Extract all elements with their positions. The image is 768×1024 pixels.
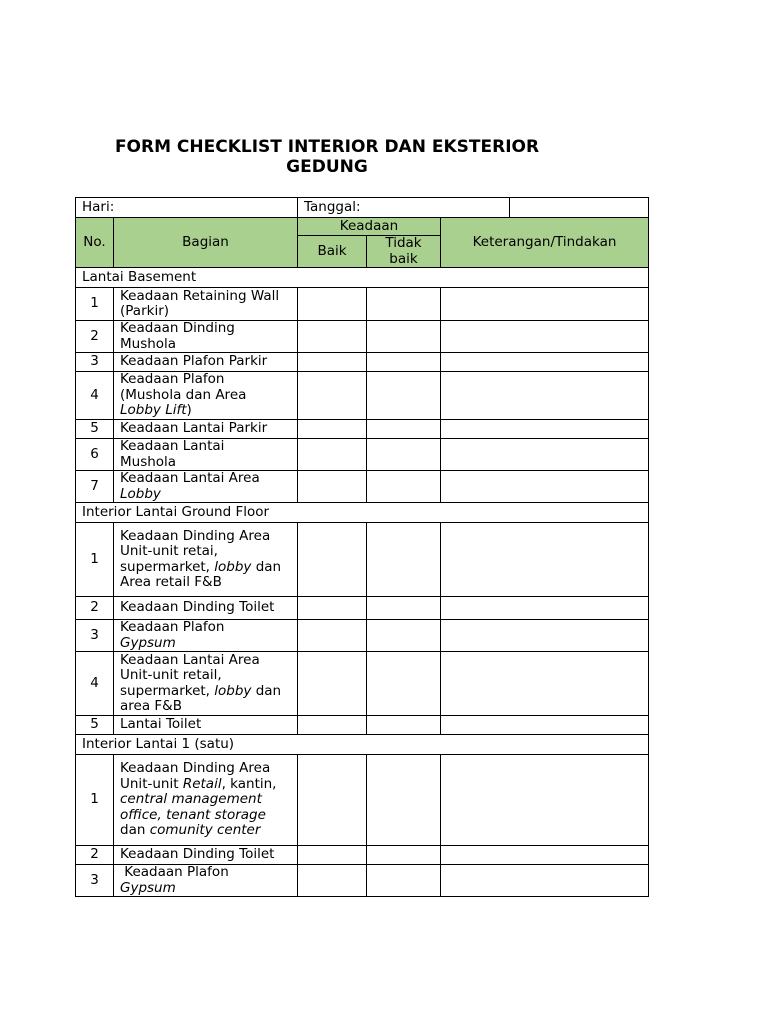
baik-cell[interactable] <box>298 288 367 321</box>
bagian-line: Keadaan Dinding Area <box>120 760 271 777</box>
keterangan-cell[interactable] <box>441 420 649 439</box>
baik-cell[interactable] <box>298 353 367 372</box>
table-row <box>76 865 649 897</box>
keterangan-cell[interactable] <box>441 471 649 503</box>
baik-cell[interactable] <box>298 652 367 716</box>
tidak-baik-cell[interactable] <box>367 439 441 471</box>
bagian-cell <box>114 620 298 652</box>
section-row <box>76 268 649 288</box>
bagian-cell <box>114 755 298 846</box>
baik-cell[interactable] <box>298 865 367 897</box>
table-row <box>76 846 649 865</box>
section-title: Lantai Basement <box>76 268 649 288</box>
tidak-baik-cell[interactable] <box>367 372 441 420</box>
baik-cell[interactable] <box>298 420 367 439</box>
bagian-cell <box>114 420 298 439</box>
checklist-body <box>76 268 649 897</box>
bagian-line: Mushola <box>120 335 177 352</box>
keterangan-cell[interactable] <box>441 288 649 321</box>
checklist-table <box>75 197 649 897</box>
tidak-baik-cell[interactable] <box>367 288 441 321</box>
row-number: 3 <box>76 620 114 652</box>
keterangan-cell[interactable] <box>441 321 649 353</box>
bagian-line: supermarket, lobby dan <box>120 558 282 575</box>
row-number: 5 <box>76 420 114 439</box>
tidak-baik-cell[interactable] <box>367 620 441 652</box>
bagian-cell <box>114 353 298 372</box>
table-row <box>76 288 649 321</box>
table-row <box>76 372 649 420</box>
keterangan-cell[interactable] <box>441 846 649 865</box>
bagian-header: Bagian <box>114 218 298 268</box>
bagian-line: Keadaan Dinding Toilet <box>120 846 275 863</box>
bagian-line: (Mushola dan Area <box>120 386 247 403</box>
bagian-line: dan comunity center <box>120 822 261 839</box>
baik-cell[interactable] <box>298 620 367 652</box>
baik-cell[interactable] <box>298 321 367 353</box>
keterangan-cell[interactable] <box>441 755 649 846</box>
section-title: Interior Lantai 1 (satu) <box>76 735 649 755</box>
tidak-baik-cell[interactable] <box>367 597 441 620</box>
baik-cell[interactable] <box>298 439 367 471</box>
baik-cell[interactable] <box>298 523 367 597</box>
bagian-cell <box>114 865 298 897</box>
baik-cell[interactable] <box>298 597 367 620</box>
bagian-line: Lobby Lift) <box>120 402 192 419</box>
table-row <box>76 620 649 652</box>
table-row <box>76 439 649 471</box>
row-number: 2 <box>76 846 114 865</box>
tidak-baik-cell[interactable] <box>367 471 441 503</box>
tidak-baik-cell[interactable] <box>367 321 441 353</box>
bagian-line: Keadaan Plafon <box>120 619 225 635</box>
bagian-line: Keadaan Dinding Toilet <box>120 599 275 616</box>
bagian-line: Gypsum <box>120 879 176 896</box>
title-line-2: GEDUNG <box>286 157 368 177</box>
date-row <box>76 198 649 218</box>
tidak-baik-line-2: baik <box>389 250 418 267</box>
bagian-line: Gypsum <box>120 634 176 651</box>
row-number: 3 <box>76 865 114 897</box>
bagian-line: Unit-unit retail, <box>120 667 222 683</box>
keadaan-header: Keadaan <box>298 218 441 236</box>
bagian-line: Unit-unit Retail, kantin, <box>120 775 277 792</box>
table-row <box>76 471 649 503</box>
table-row <box>76 523 649 597</box>
row-number: 4 <box>76 372 114 420</box>
section-row <box>76 503 649 523</box>
row-number: 1 <box>76 288 114 321</box>
bagian-line: Keadaan Lantai Area <box>120 470 260 486</box>
keterangan-cell[interactable] <box>441 523 649 597</box>
bagian-line: area F&B <box>120 698 182 714</box>
bagian-cell <box>114 471 298 503</box>
bagian-cell <box>114 321 298 353</box>
tidak-baik-cell[interactable] <box>367 652 441 716</box>
keterangan-cell[interactable] <box>441 652 649 716</box>
keterangan-cell[interactable] <box>441 716 649 735</box>
table-row <box>76 597 649 620</box>
bagian-line: Area retail F&B <box>120 574 222 590</box>
row-number: 5 <box>76 716 114 735</box>
bagian-line: Keadaan Plafon <box>120 371 225 388</box>
tidak-baik-cell[interactable] <box>367 865 441 897</box>
bagian-line: Keadaan Lantai Parkir <box>120 420 268 437</box>
bagian-cell <box>114 652 298 716</box>
tidak-baik-cell[interactable] <box>367 353 441 372</box>
bagian-cell <box>114 288 298 321</box>
tidak-baik-header <box>367 236 441 268</box>
bagian-line: Keadaan Retaining Wall <box>120 287 280 304</box>
bagian-line: office, tenant storage <box>120 806 266 823</box>
baik-header: Baik <box>298 236 367 268</box>
table-row <box>76 420 649 439</box>
tanggal-value-cell[interactable] <box>510 198 649 218</box>
header-row <box>76 218 649 236</box>
baik-cell[interactable] <box>298 471 367 503</box>
bagian-line: Keadaan Plafon Parkir <box>120 353 268 370</box>
bagian-cell <box>114 716 298 735</box>
hari-cell[interactable]: Hari: <box>76 198 298 218</box>
keterangan-cell[interactable] <box>441 439 649 471</box>
table-row <box>76 716 649 735</box>
bagian-line: central management <box>120 791 262 808</box>
keterangan-cell[interactable] <box>441 372 649 420</box>
tanggal-cell[interactable]: Tanggal: <box>298 198 510 218</box>
table-row <box>76 353 649 372</box>
bagian-line: Keadaan Plafon <box>120 864 229 880</box>
tidak-baik-cell[interactable] <box>367 716 441 735</box>
bagian-line: Mushola <box>120 453 177 470</box>
form-title <box>75 137 579 177</box>
tidak-baik-line-1: Tidak <box>385 235 422 251</box>
tidak-baik-cell[interactable] <box>367 846 441 865</box>
bagian-cell <box>114 846 298 865</box>
tidak-baik-cell[interactable] <box>367 755 441 846</box>
keterangan-cell[interactable] <box>441 597 649 620</box>
baik-cell[interactable] <box>298 755 367 846</box>
row-number: 4 <box>76 652 114 716</box>
section-row <box>76 735 649 755</box>
keterangan-cell[interactable] <box>441 620 649 652</box>
tidak-baik-cell[interactable] <box>367 420 441 439</box>
bagian-line: Keadaan Lantai Area <box>120 651 260 668</box>
bagian-line: Keadaan Lantai <box>120 438 225 454</box>
bagian-line: supermarket, lobby dan <box>120 682 282 699</box>
bagian-line: Lantai Toilet <box>120 716 202 733</box>
keterangan-header: Keterangan/Tindakan <box>441 218 649 268</box>
baik-cell[interactable] <box>298 716 367 735</box>
row-number: 7 <box>76 471 114 503</box>
baik-cell[interactable] <box>298 846 367 865</box>
table-row <box>76 755 649 846</box>
row-number: 6 <box>76 439 114 471</box>
bagian-line: (Parkir) <box>120 303 170 319</box>
keterangan-cell[interactable] <box>441 353 649 372</box>
section-title: Interior Lantai Ground Floor <box>76 503 649 523</box>
title-line-1: FORM CHECKLIST INTERIOR DAN EKSTERIOR <box>114 137 540 157</box>
bagian-line: Keadaan Dinding <box>120 320 235 336</box>
bagian-line: Lobby <box>120 485 161 502</box>
bagian-cell <box>114 439 298 471</box>
row-number: 2 <box>76 597 114 620</box>
bagian-cell <box>114 597 298 620</box>
no-header: No. <box>76 218 114 268</box>
tidak-baik-cell[interactable] <box>367 523 441 597</box>
table-row <box>76 321 649 353</box>
row-number: 1 <box>76 523 114 597</box>
bagian-cell <box>114 523 298 597</box>
row-number: 2 <box>76 321 114 353</box>
bagian-line: Keadaan Dinding Area <box>120 527 271 544</box>
row-number: 3 <box>76 353 114 372</box>
keterangan-cell[interactable] <box>441 865 649 897</box>
row-number: 1 <box>76 755 114 846</box>
bagian-cell <box>114 372 298 420</box>
table-row <box>76 652 649 716</box>
bagian-line: Unit-unit retai, <box>120 543 218 559</box>
baik-cell[interactable] <box>298 372 367 420</box>
